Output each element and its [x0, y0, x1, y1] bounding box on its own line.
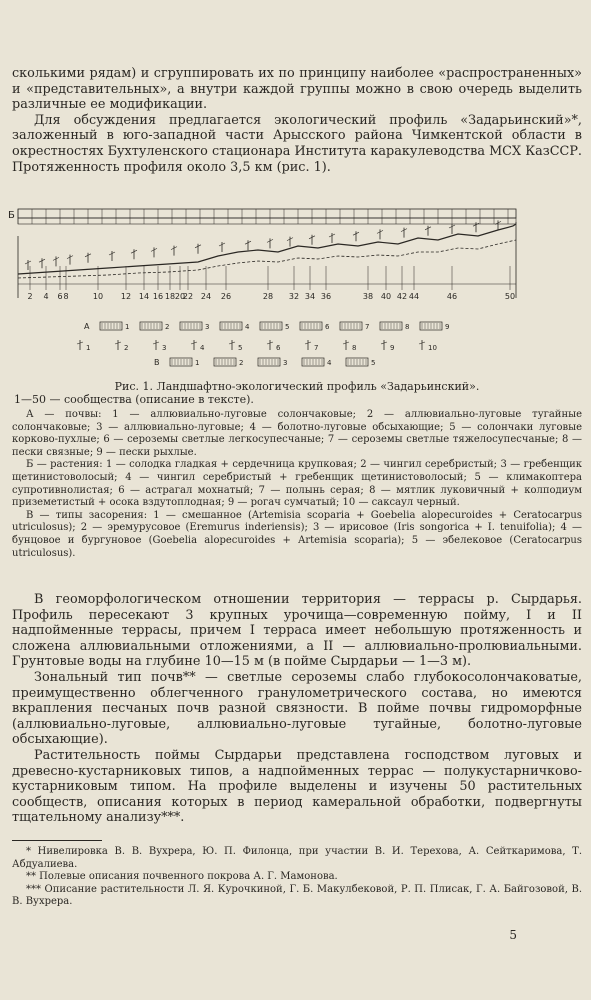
legend-number: 5 [371, 359, 376, 367]
profile-axis-numbers [27, 292, 515, 301]
legend-number: 9 [445, 323, 450, 331]
legend-number: 9 [390, 344, 395, 352]
legend-number: 2 [239, 359, 244, 367]
axis-number: 34 [304, 292, 316, 301]
main-text [12, 592, 582, 826]
page-number: 5 [509, 928, 517, 942]
axis-number: 50 [504, 292, 516, 301]
axis-number: 14 [138, 292, 150, 301]
legend-number: 3 [162, 344, 167, 352]
axis-number: 4 [43, 292, 49, 301]
landscape-profile-figure [8, 206, 582, 376]
footnote-1: * Нивелировка В. В. Вухрера, Ю. П. Филонца, при участии В. И. Терехова, А. Сейткаримова, Т. Абдуалиева. [12, 846, 582, 870]
axis-number: 32 [288, 292, 300, 301]
legend-weeds: В — типы засорения: 1 — смешанное (Artemisia scoparia + Goebelia alopecuroides + Ceratocarpus utriculosus); 2 — эремурусовое (Eremurus inderiensis); 3 — ирисовое (Iris songorica + I. tenuifolia); 4 — бунцовое и бургуновое (Goebelia alopecuroides + Artemisia scoparia); 5 — эбелековое (Ceratocarpus utriculosus). [12, 509, 582, 559]
axis-number: 36 [320, 292, 332, 301]
legend-row-letter: А [84, 322, 90, 331]
axis-number: 6 [57, 292, 63, 301]
legend-number: 5 [285, 323, 290, 331]
legend-number: 1 [86, 344, 91, 352]
caption-title: Рис. 1. Ландшафтно-экологический профиль «Задарьинский». [114, 380, 480, 393]
legend-number: 8 [352, 344, 357, 352]
legend-soils: А — почвы: 1 — аллювиально-луговые солончаковые; 2 — аллювиально-луговые тугайные солончаковые; 3 — аллювиально-луговые; 4 — болотно-луговые обсыхающие; 5 — солончаки луговые корково-пухлые; 6 — сероземы светлые легкосупесчаные; 7 — сероземы светлые тяжелосупесчаные; 8 — пески связные; 9 — пески рыхлые. [12, 409, 582, 458]
legend-number: 1 [125, 323, 130, 331]
legend-number: 5 [238, 344, 243, 352]
intro-paragraph-2: Для обсуждения предлагается экологический профиль «Задарьинский»*, заложенный в юго-западной части Арысского района Чимкентской области в окрестностях Бухтуленского стационара Института каракулеводства МСХ КазССР. Протяженность профиля около 3,5 км (рис. 1). [12, 112, 582, 175]
axis-number: 20 [174, 292, 186, 301]
footnote-rule [12, 840, 102, 841]
legend-number: 8 [405, 323, 410, 331]
axis-number: 28 [262, 292, 274, 301]
main-paragraph-3: Растительность поймы Сырдарьи представлена господством луговых и древесно-кустарниковых типов, а надпойменных террас — полукустарничково-кустарниковым типом. На профиле выделены и изучены 50 растительных сообществ, описания которых в период камеральной обработки, подвергнуты тщательному анализу***. [12, 747, 582, 826]
legend-number: 4 [327, 359, 332, 367]
axis-number: 18 [164, 292, 176, 301]
axis-number: 40 [380, 292, 392, 301]
figure-caption [12, 380, 582, 560]
axis-number: 16 [152, 292, 164, 301]
axis-number: 12 [120, 292, 132, 301]
axis-number: 26 [220, 292, 232, 301]
legend-row-letter: В [154, 358, 160, 367]
legend-number: 2 [124, 344, 129, 352]
axis-number: 46 [446, 292, 458, 301]
main-paragraph-2: Зональный тип почв** — светлые сероземы слабо глубокосолончаковатые, преимущественно облегченного гранулометрического состава, но имеются вкрапления песчаных почв разной связности. В пойме почвы гидроморфные (аллювиально-луговые, аллювиально-луговые тугайные, болотно-луговые обсыхающие). [12, 669, 582, 748]
legend-number: 6 [325, 323, 330, 331]
legend-number: 7 [314, 344, 319, 352]
axis-number: 10 [92, 292, 104, 301]
legend-number: 4 [200, 344, 205, 352]
axis-number: 2 [27, 292, 33, 301]
profile-terrain [18, 220, 516, 298]
caption-subtitle: 1—50 — сообщества (описание в тексте). [14, 393, 254, 406]
legend-plants: Б — растения: 1 — солодка гладкая + сердечница крупковая; 2 — чингил серебристый; 3 — гребенщик щетинистоволосый; 4 — чингил серебристый + гребенщик щетинистоволосый; 5 — климакоптера супротивнолистая; 6 — астрагал мохнатый; 7 — полынь серая; 8 — мятлик луковичный + колподиум приземетистый + осока вздутоплодная; 9 — рогач сумчатый; 10 — саксаул черный. [12, 459, 582, 509]
axis-number: 42 [396, 292, 408, 301]
footnotes [12, 846, 582, 909]
legend-number: 4 [245, 323, 250, 331]
intro-paragraph-1: сколькими рядам) и сгруппировать их по принципу наиболее «распространенных» и «представительных», а внутри каждой группы можно в свою очередь выделить различные ее модификации. [12, 66, 582, 113]
axis-number: 22 [182, 292, 194, 301]
legend-number: 3 [205, 323, 210, 331]
legend-number: 7 [365, 323, 370, 331]
intro-text [12, 66, 582, 175]
legend-number: 1 [195, 359, 200, 367]
axis-number: 8 [63, 292, 69, 301]
legend-number: 6 [276, 344, 281, 352]
axis-number: 24 [200, 292, 212, 301]
legend-number: 10 [428, 344, 437, 352]
axis-number: 38 [362, 292, 374, 301]
legend-number: 2 [165, 323, 170, 331]
footnote-2: ** Полевые описания почвенного покрова А. Г. Мамонова. [26, 871, 338, 883]
profile-top-band [8, 209, 516, 224]
legend-number: 3 [283, 359, 288, 367]
axis-number: 44 [408, 292, 420, 301]
figure-section-letter: Б [8, 210, 15, 221]
footnote-3: *** Описание растительности Л. Я. Курочкиной, Г. Б. Макулбековой, Р. П. Плисак, Г. А. Байгозовой, В. В. Вухрера. [12, 883, 582, 908]
profile-legend [77, 322, 449, 367]
main-paragraph-1: В геоморфологическом отношении территория — террасы р. Сырдарья. Профиль пересекают 3 крупных урочища—современную пойму, I и II надпойменные террасы, причем I терраса имеет небольшую протяженность и сложена аллювиальными отложениями, а II — аллювиально-пролювиальными. Грунтовые воды на глубине 10—15 м (в пойме Сырдарьи — 1—3 м). [12, 592, 582, 670]
